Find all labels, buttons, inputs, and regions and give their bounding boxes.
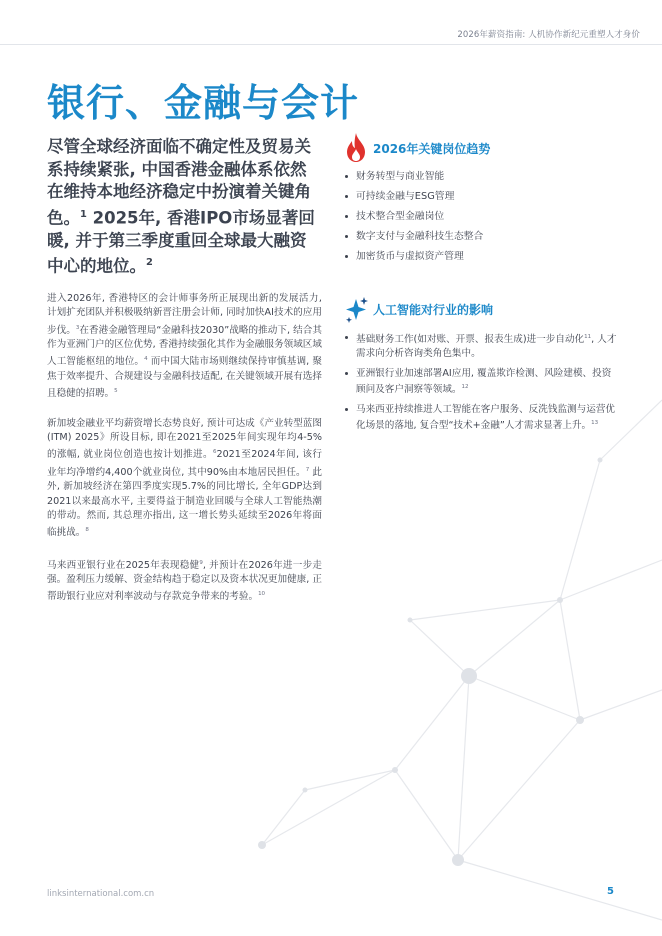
para-text: 2021至2024年间, 该行业年均净增约4,400个就业岗位, 其中90%由本地居民担任。 (47, 449, 322, 478)
footnote-ref: 11 (584, 334, 592, 340)
lead-paragraph (47, 136, 322, 278)
footnote-ref: 7 (305, 466, 310, 473)
list-item: 加密货币与虚拟资产管理 (343, 250, 618, 263)
impact-header (343, 293, 618, 325)
item-text: 基础财务工作(如对账、开票、报表生成)进一步自动化 (356, 334, 585, 346)
body-paragraph-hk (47, 292, 322, 402)
page-number: 5 (607, 886, 614, 897)
footnote-ref: 10 (258, 591, 266, 598)
list-item: 数字支付与金融科技生态整合 (343, 230, 618, 243)
footnote-ref: 12 (461, 383, 469, 390)
para-text: 而中国大陆市场则继续保持审慎基调, 聚焦于效率提升、合规建设与金融科技适配, 在关键领域开展有选择且稳健的招聘。 (47, 356, 322, 400)
flame-icon (343, 132, 369, 164)
trends-title: 2026年关键岗位趋势 (373, 141, 491, 156)
trends-header (343, 132, 618, 164)
para-text: 进入2026年, 香港特区的会计师事务所正展现出新的发展活力, 计划扩充团队并积极吸纳新晋注册会计师, 同时加快AI技术的应用步伐。 (47, 293, 322, 336)
footnote-ref: 3 (75, 324, 80, 331)
footnote-ref: 4 (144, 356, 148, 363)
list-item (343, 403, 618, 432)
footnote-ref: 9 (199, 559, 203, 566)
header-text: 2026年薪资指南: 人机协作新纪元重塑人才身价 (457, 30, 640, 40)
para-text: 新加坡金融业平均薪资增长态势良好, 预计可达成《产业转型蓝图(ITM) 2025》所设目标, 即在2021至2025年间实现年均4-5%的涨幅, 就业岗位创造也按计划推进。 (47, 417, 322, 461)
left-column (47, 136, 322, 620)
footnote-ref: 6 (212, 449, 217, 456)
footnote-ref: 13 (591, 419, 599, 426)
item-tail: , 人才需求向分析咨询类角色集中。 (356, 334, 617, 359)
body-paragraph-my (47, 556, 322, 605)
item-text: 亚洲银行业加速部署AI应用, 覆盖欺诈检测、风险建模、投资顾问及客户洞察等领域。 (356, 368, 612, 395)
para-text: 此外, 新加坡经济在第四季度实现5.7%的同比增长, 全年GDP达到2021以来最高水平, 主要得益于制造业回暖与全球人工智能热潮的带动。然而, 其总理亦指出, 这一增长势头延续至2026年将面临挑战。 (47, 466, 322, 539)
body-paragraph-sg (47, 417, 322, 541)
sparkle-icon (343, 293, 369, 325)
list-item (343, 367, 618, 396)
footnote-ref: 1 (80, 208, 87, 220)
right-column (343, 132, 618, 440)
item-text: 马来西亚持续推进人工智能在客户服务、反洗钱监测与运营优化场景的落地, 复合型“技术+金融”人才需求显著上升。 (356, 404, 616, 432)
lead-text-2: 2025年, 香港IPO市场显著回暖, 并于第三季度重回全球最大融资中心的地位。 (47, 208, 315, 276)
list-item (343, 331, 618, 360)
page-title: 银行、金融与会计 (47, 81, 360, 125)
header-divider (0, 44, 662, 45)
lead-text-1: 尽管全球经济面临不确定性及贸易关系持续紧张, 中国香港金融体系依然在维持本地经济稳定中扮演着关键角色。 (47, 137, 311, 227)
footnote-ref: 5 (114, 388, 118, 395)
impact-title: 人工智能对行业的影响 (373, 302, 494, 317)
impact-list (343, 331, 618, 433)
footer-url: linksinternational.com.cn (47, 889, 155, 899)
trends-list (343, 170, 618, 263)
para-text: 马来西亚银行业在2025年表现稳健 (47, 559, 200, 571)
list-item: 可持续金融与ESG管理 (343, 190, 618, 203)
footnote-ref: 8 (85, 527, 89, 534)
para-text: 在香港金融管理局“金融科技2030”战略的推动下, 结合其作为亚洲门户的区位优势, 香港持续强化其作为金融服务领域区域人工智能枢纽的地位。 (47, 324, 322, 368)
para-text: , 并预计在2026年进一步走强。盈利压力缓解、资金结构趋于稳定以及资本状况更加健康, 正帮助银行业应对利率波动与存款竞争带来的考验。 (47, 559, 322, 603)
list-item: 技术整合型金融岗位 (343, 210, 618, 223)
list-item: 财务转型与商业智能 (343, 170, 618, 183)
footnote-ref: 2 (146, 257, 153, 268)
